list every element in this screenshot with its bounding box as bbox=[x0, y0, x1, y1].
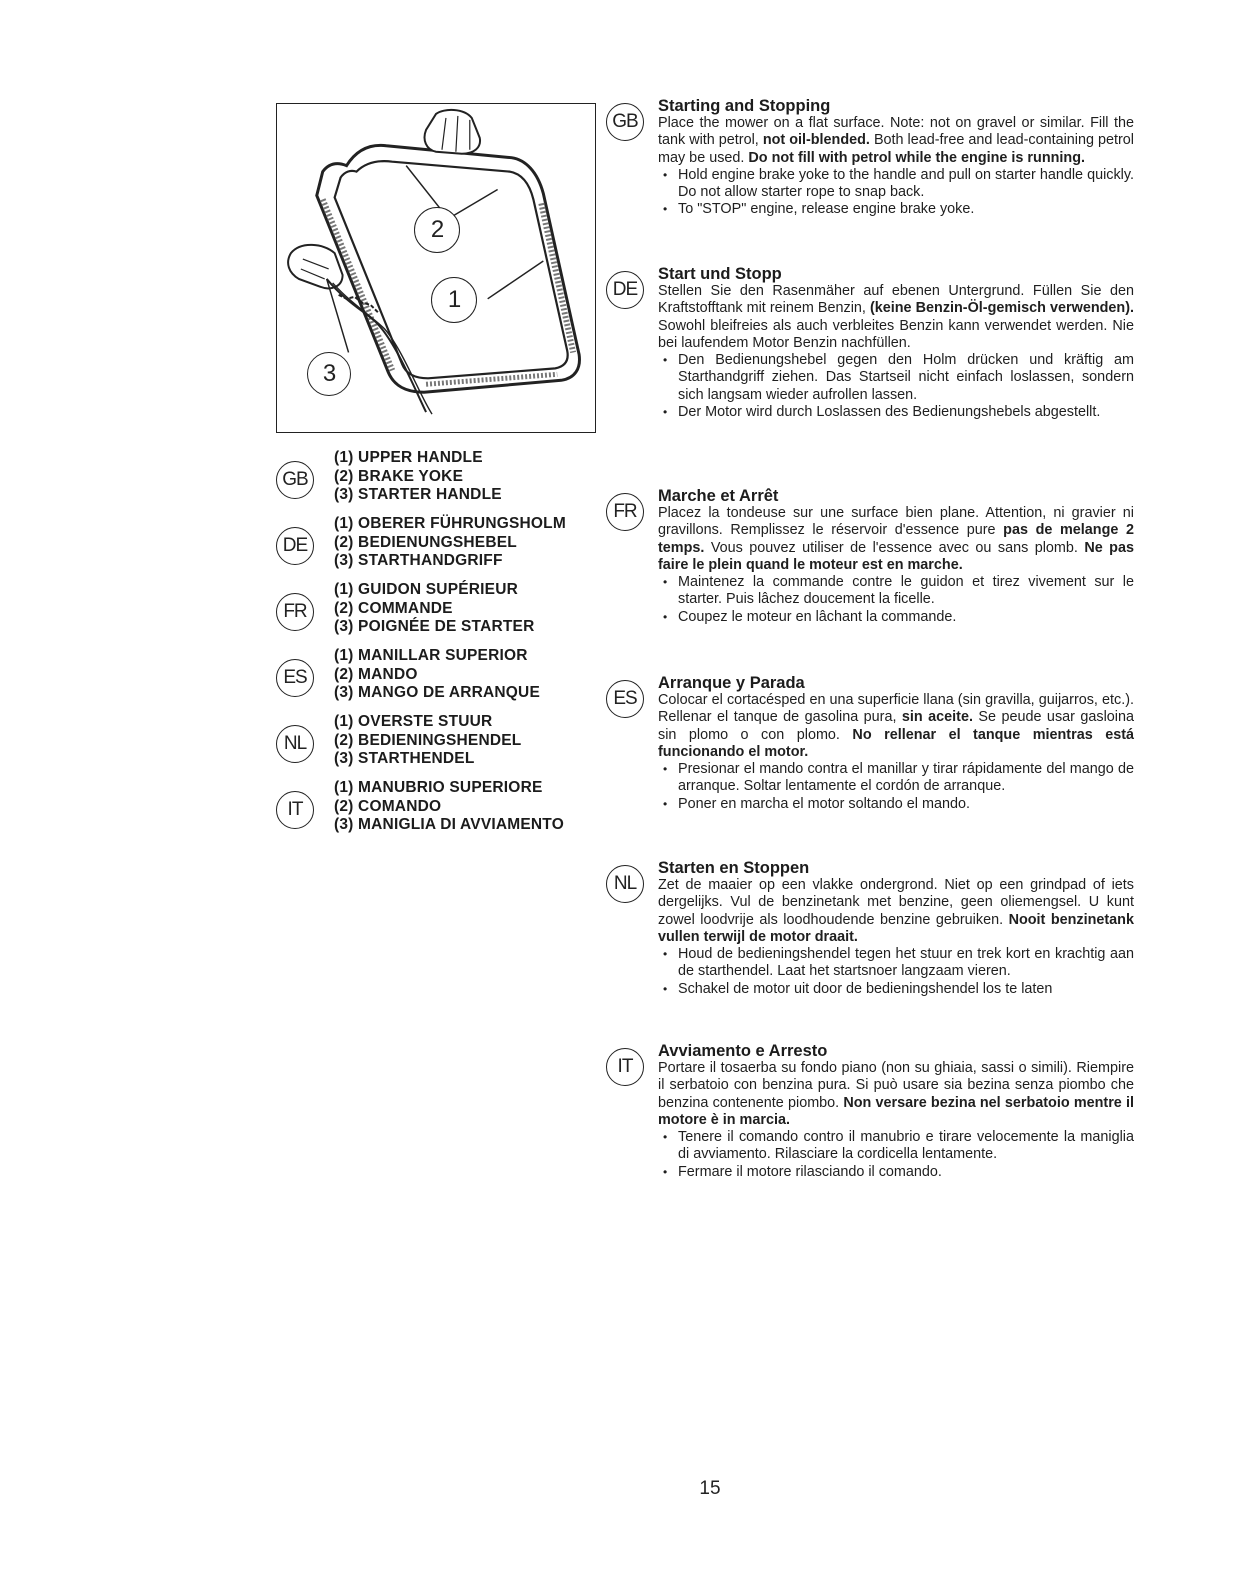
section-fr bbox=[606, 487, 1134, 674]
page-number: 15 bbox=[699, 1478, 721, 1499]
section-body: Placez la tondeuse sur une surface bien plane. Attention, ni gravier ni gravillons. Remplissez le réservoir d'essence pure pas de melange 2 temps. Vous pouvez utiliser de l'essence avec ou sans plomb. Ne pas faire le plein quand le moteur est en marche. bbox=[658, 505, 1134, 573]
bullet-item: • Der Motor wird durch Loslassen des Bedienungshebels abgestellt. bbox=[658, 404, 1134, 421]
hand-on-starter bbox=[288, 245, 342, 288]
legend-item: (3) STARTER HANDLE bbox=[334, 486, 502, 503]
language-badge-it: IT bbox=[276, 791, 314, 829]
bullet-list bbox=[658, 761, 1134, 813]
bullet-item: • To "STOP" engine, release engine brake yoke. bbox=[658, 201, 1134, 218]
legend-group-de bbox=[276, 515, 596, 581]
section-it bbox=[606, 1042, 1134, 1192]
bullet-item: • Den Bedienungshebel gegen den Holm drücken und kräftig am Starthandgriff ziehen. Das Startseil nicht einfach loslassen, sondern sich langsam wieder aufrollen lassen. bbox=[658, 352, 1134, 404]
bullet-list bbox=[658, 1129, 1134, 1181]
legend-items-gb bbox=[334, 449, 502, 505]
section-body: Stellen Sie den Rasenmäher auf ebenen Untergrund. Füllen Sie den Kraftstofftank mit reinem Benzin, (keine Benzin-Öl-gemisch verwenden). Sowohl bleifreies als auch verbleites Benzin kann verwendet werden. Nie bei laufendem Motor Benzin nachfüllen. bbox=[658, 283, 1134, 351]
legend-group-it bbox=[276, 779, 596, 845]
section-title: Start und Stopp bbox=[658, 265, 782, 283]
legend-item: (2) COMMANDE bbox=[334, 599, 453, 617]
legend-item: (2) COMANDO bbox=[334, 797, 442, 815]
handle-inner-outline bbox=[335, 161, 568, 378]
section-de bbox=[606, 265, 1134, 487]
section-body: Place the mower on a flat surface. Note: not on gravel or similar. Fill the tank with petrol, not oil-blended. Both lead-free and lead-containing petrol may be used. Do not fill with petrol while the engine is running. bbox=[658, 115, 1134, 166]
instructions-column bbox=[606, 97, 1134, 1192]
parts-legend bbox=[276, 449, 596, 845]
section-gb bbox=[606, 97, 1134, 265]
bullet-item: • Presionar el mando contra el manillar y tirar rápidamente del mango de arranque. Soltar lentamente el cordón de arranque. bbox=[658, 761, 1134, 796]
bullet-item: • Maintenez la commande contre le guidon et tirez vivement sur le starter. Puis lâchez doucement la ficelle. bbox=[658, 574, 1134, 609]
handle-outer-outline bbox=[317, 145, 580, 392]
legend-item: (3) POIGNÉE DE STARTER bbox=[334, 618, 535, 635]
legend-item: (2) BEDIENINGSHENDEL bbox=[334, 731, 522, 749]
section-title: Marche et Arrêt bbox=[658, 487, 779, 505]
bullet-list bbox=[658, 574, 1134, 626]
section-title: Starten en Stoppen bbox=[658, 859, 810, 877]
legend-item: (1) MANILLAR SUPERIOR bbox=[334, 647, 528, 664]
bullet-item: • Tenere il comando contro il manubrio e tirare velocemente la maniglia di avviamento. Rilasciare la cordicella lentamente. bbox=[658, 1129, 1134, 1164]
bullet-item: • Hold engine brake yoke to the handle and pull on starter handle quickly. Do not allow starter rope to snap back. bbox=[658, 167, 1134, 202]
legend-item: (1) UPPER HANDLE bbox=[334, 449, 483, 466]
language-badge-gb: GB bbox=[606, 103, 644, 141]
section-title: Arranque y Parada bbox=[658, 674, 805, 692]
bullet-item: • Coupez le moteur en lâchant la commande. bbox=[658, 609, 1134, 626]
legend-items-de bbox=[334, 515, 566, 571]
section-nl bbox=[606, 859, 1134, 1042]
legend-group-es bbox=[276, 647, 596, 713]
bullet-item: • Fermare il motore rilasciando il comando. bbox=[658, 1164, 1134, 1181]
section-title: Avviamento e Arresto bbox=[658, 1042, 828, 1060]
legend-item: (2) BRAKE YOKE bbox=[334, 467, 464, 485]
legend-items-nl bbox=[334, 713, 521, 769]
legend-items-it bbox=[334, 779, 564, 835]
language-badge-de: DE bbox=[606, 271, 644, 309]
language-badge-fr: FR bbox=[606, 493, 644, 531]
language-badge-es: ES bbox=[606, 680, 644, 718]
legend-group-fr bbox=[276, 581, 596, 647]
section-title: Starting and Stopping bbox=[658, 97, 831, 115]
language-badge-it: IT bbox=[606, 1048, 644, 1086]
bullet-list bbox=[658, 352, 1134, 421]
bullet-item: • Schakel de motor uit door de bedieningshendel los te laten bbox=[658, 981, 1134, 998]
hand-on-grip bbox=[425, 110, 480, 154]
language-badge-gb: GB bbox=[276, 461, 314, 499]
legend-item: (1) OBERER FÜHRUNGSHOLM bbox=[334, 515, 566, 532]
legend-item: (2) MANDO bbox=[334, 665, 418, 683]
section-body: Zet de maaier op een vlakke ondergrond. Niet op een grindpad of iets dergelijks. Vul de benzinetank met benzine, geen oliemengsel. U kunt zowel loodvrije als loodhoudende benzine gebruiken. Nooit benzinetank vullen terwijl de motor draait. bbox=[658, 877, 1134, 945]
legend-group-gb bbox=[276, 449, 596, 515]
handle-illustration bbox=[276, 103, 596, 433]
legend-item: (2) BEDIENUNGSHEBEL bbox=[334, 533, 517, 551]
legend-items-es bbox=[334, 647, 540, 703]
section-es bbox=[606, 674, 1134, 859]
legend-item: (3) STARTHENDEL bbox=[334, 750, 475, 767]
legend-items-fr bbox=[334, 581, 534, 637]
callout-2: 2 bbox=[414, 207, 460, 253]
language-badge-fr: FR bbox=[276, 593, 314, 631]
legend-item: (3) MANIGLIA DI AVVIAMENTO bbox=[334, 816, 564, 833]
language-badge-nl: NL bbox=[276, 725, 314, 763]
legend-item: (1) GUIDON SUPÉRIEUR bbox=[334, 581, 518, 598]
bullet-item: • Houd de bedieningshendel tegen het stuur en trek kort en krachtig aan de starthendel. Laat het startsnoer langzaam vieren. bbox=[658, 946, 1134, 981]
language-badge-es: ES bbox=[276, 659, 314, 697]
section-body: Colocar el cortacésped en una superficie llana (sin gravilla, guijarros, etc.). Rellenar el tanque de gasolina pura, sin aceite. Se peude usar gasloina sin plomo o con plomo. No rellenar el tanque mientras está funcionando el motor. bbox=[658, 692, 1134, 760]
legend-item: (1) MANUBRIO SUPERIORE bbox=[334, 779, 543, 796]
section-body: Portare il tosaerba su fondo piano (non su ghiaia, sassi o simili). Riempire il serbatoio con benzina pura. Si può usare sia bezina senza piombo che benzina contenente piombo. Non versare bezina nel serbatoio mentre il motore è in marcia. bbox=[658, 1060, 1134, 1128]
legend-item: (1) OVERSTE STUUR bbox=[334, 713, 493, 730]
callout-1: 1 bbox=[431, 277, 477, 323]
language-badge-nl: NL bbox=[606, 865, 644, 903]
legend-group-nl bbox=[276, 713, 596, 779]
bullet-list bbox=[658, 946, 1134, 998]
callout-3: 3 bbox=[307, 352, 351, 396]
language-badge-de: DE bbox=[276, 527, 314, 565]
legend-item: (3) STARTHANDGRIFF bbox=[334, 552, 503, 569]
bullet-list bbox=[658, 167, 1134, 219]
legend-item: (3) MANGO DE ARRANQUE bbox=[334, 684, 540, 701]
bullet-item: • Poner en marcha el motor soltando el mando. bbox=[658, 796, 1134, 813]
